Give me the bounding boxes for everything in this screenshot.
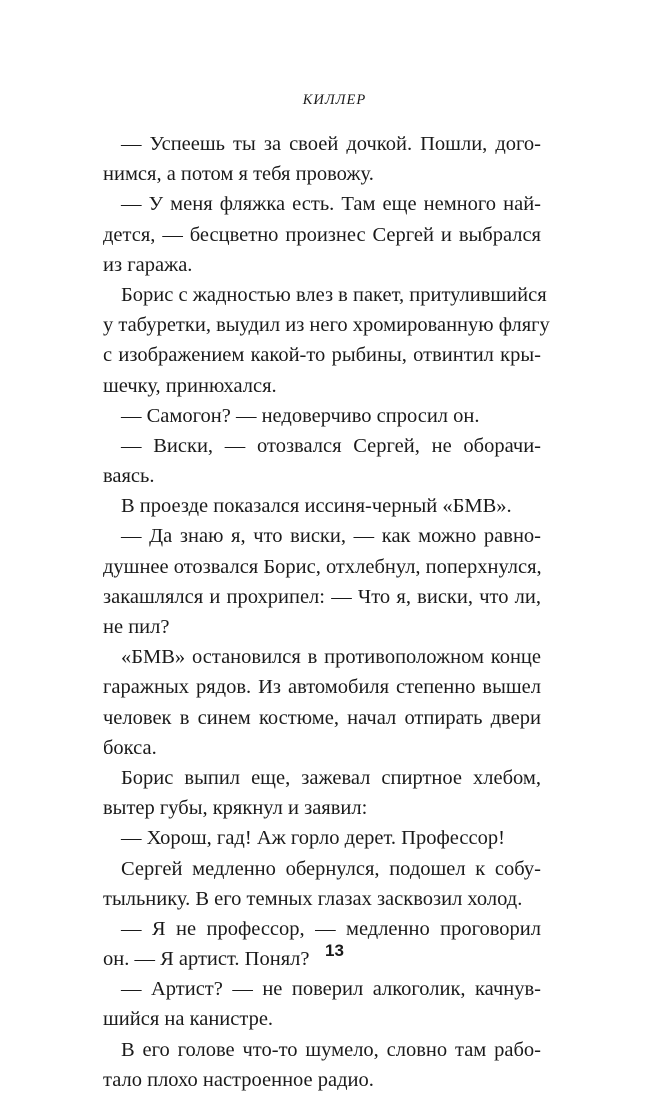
text-line: с изображением какой-то рыбины, отвинтил кры- <box>103 344 541 367</box>
text-line: душнее отозвался Борис, отхлебнул, поперхнулся, <box>103 555 542 578</box>
text-line: дется, — бесцветно произнес Сергей и выбрался <box>103 223 541 246</box>
text-line: — Я не профессор, — медленно проговорил <box>121 917 541 940</box>
text-line: — Хорош, гад! Аж горло дерет. Профессор! <box>121 827 505 850</box>
text-line: В его голове что-то шумело, словно там рабо- <box>121 1038 541 1061</box>
text-line: ваясь. <box>103 465 155 488</box>
text-line: тыльнику. В его темных глазах засквозил холод. <box>103 887 523 910</box>
text-line: — Виски, — отозвался Сергей, не оборачи- <box>121 434 541 457</box>
text-line: бокса. <box>103 736 157 759</box>
text-line: — Да знаю я, что виски, — как можно равно- <box>121 525 541 548</box>
text-line: Борис с жадностью влез в пакет, притулившийся <box>121 283 547 306</box>
text-line: закашлялся и прохрипел: — Что я, виски, что ли, <box>103 585 541 608</box>
page-number: 13 <box>325 941 344 960</box>
running-head: КИЛЛЕР <box>302 92 367 108</box>
text-line: он. — Я артист. Понял? <box>103 948 310 971</box>
text-line: В проезде показался иссиня-черный «БМВ». <box>121 495 512 518</box>
text-line: — Артист? — не поверил алкоголик, качнув- <box>121 978 541 1001</box>
text-line: Сергей медленно обернулся, подошел к собу- <box>121 857 541 880</box>
text-line: вытер губы, крякнул и заявил: <box>103 797 368 820</box>
text-line: из гаража. <box>103 253 193 276</box>
text-line: нимся, а потом я тебя провожу. <box>103 163 374 186</box>
text-line: шийся на канистре. <box>103 1008 274 1031</box>
text-line: не пил? <box>103 616 170 638</box>
text-line: Борис выпил еще, зажевал спиртное хлебом, <box>121 766 541 789</box>
text-line: тало плохо настроенное радио. <box>103 1068 374 1091</box>
text-line: — У меня фляжка есть. Там еще немного най- <box>121 193 541 216</box>
text-line: у табуретки, выудил из него хромированную флягу <box>103 314 550 337</box>
text-line: — Самогон? — недоверчиво спросил он. <box>121 404 480 427</box>
text-line: человек в синем костюме, начал отпирать двери <box>103 706 541 729</box>
text-line: шечку, принюхался. <box>103 374 277 397</box>
text-line: — Успеешь ты за своей дочкой. Пошли, дого- <box>121 133 541 155</box>
text-line: «БМВ» остановился в противоположном конце <box>121 646 541 669</box>
text-line: гаражных рядов. Из автомобиля степенно вышел <box>103 676 541 699</box>
